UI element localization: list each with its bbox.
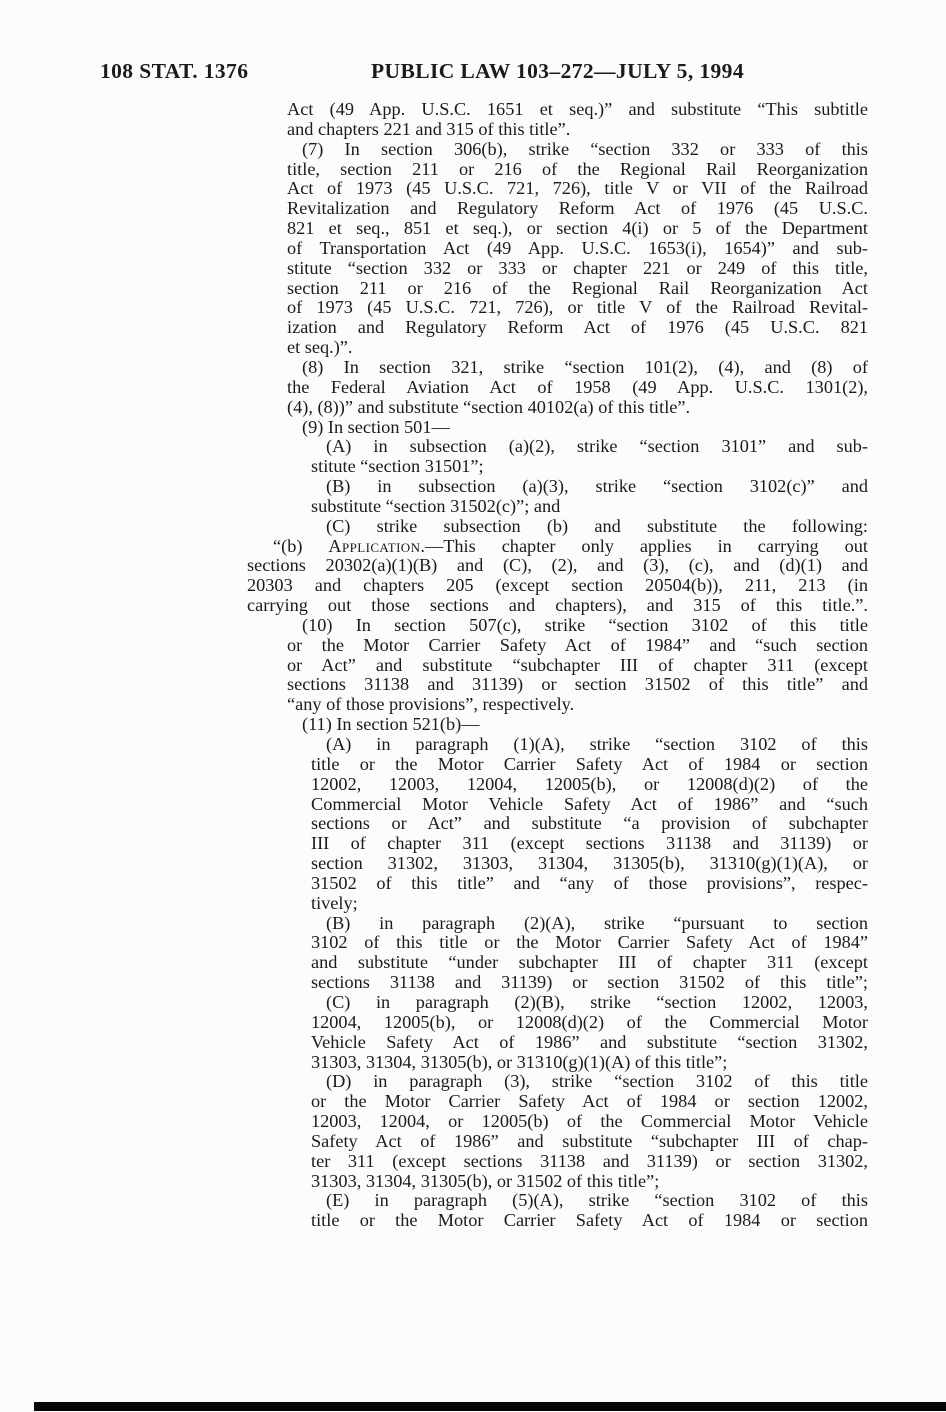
small-caps-text: Application	[328, 535, 421, 556]
text-line	[287, 100, 868, 120]
text-segment: sections 31138 and 31139) or section 31502 of this title” and	[287, 674, 868, 695]
text-segment: (A) in paragraph (1)(A), strike “section 3102 of this	[326, 734, 868, 754]
text-segment: Act of 1973 (45 U.S.C. 721, 726), title V or VII of the Railroad	[287, 178, 868, 199]
text-segment: (D) in paragraph (3), strike “section 3102 of this title	[326, 1071, 868, 1092]
text-segment: the Federal Aviation Act of 1958 (49 App. U.S.C. 1301(2),	[287, 376, 868, 397]
text-line	[311, 1013, 868, 1033]
text-line	[311, 477, 868, 497]
text-segment: title or the Motor Carrier Safety Act of 1984 or section	[311, 753, 868, 774]
text-segment: Safety Act of 1986” and substitute “subchapter III of chap-	[311, 1130, 868, 1151]
text-segment: (10) In section 507(c), strike “section 3102 of this title	[302, 614, 868, 635]
text-line	[311, 1172, 868, 1192]
statute-text	[247, 100, 868, 1231]
stat-citation: 108 STAT. 1376	[100, 59, 249, 83]
text-segment: of Transportation Act (49 App. U.S.C. 1653(i), 1654)” and sub-	[287, 237, 868, 258]
text-segment: section 31302, 31303, 31304, 31305(b), 31310(g)(1)(A), or	[311, 853, 868, 874]
text-line	[311, 1072, 868, 1092]
text-segment: (A) in subsection (a)(2), strike “section 3101” and sub-	[326, 436, 868, 457]
text-line	[311, 894, 868, 914]
para-11C	[247, 993, 868, 1072]
text-line	[287, 715, 868, 735]
text-line	[311, 517, 868, 537]
text-line	[287, 318, 868, 338]
scan-artifact-bar	[34, 1402, 946, 1411]
text-segment: .—This chapter only applies in carrying out	[420, 535, 868, 556]
text-segment: stitute “section 31501”;	[311, 456, 484, 477]
text-line	[311, 953, 868, 973]
text-line	[287, 219, 868, 239]
text-line	[287, 199, 868, 219]
text-line	[287, 695, 868, 715]
text-segment: (7) In section 306(b), strike “section 332 or 333 of this	[302, 138, 868, 159]
text-segment: 31303, 31304, 31305(b), or 31310(g)(1)(A) of this title”;	[311, 1051, 728, 1072]
text-segment: title or the Motor Carrier Safety Act of 1984 or section	[311, 1210, 868, 1231]
text-line	[287, 179, 868, 199]
text-segment: Revitalization and Regulatory Reform Act of 1976 (45 U.S.C.	[287, 198, 868, 219]
text-segment: sections 31138 and 31139) or section 31502 of this title”;	[311, 972, 868, 993]
text-line	[287, 656, 868, 676]
para-9A	[247, 437, 868, 477]
para-11B	[247, 914, 868, 993]
para-10	[247, 616, 868, 715]
para-9C	[247, 517, 868, 537]
text-line	[311, 1033, 868, 1053]
text-segment: III of chapter 311 (except sections 31138 and 31139) or	[311, 833, 868, 854]
text-line	[287, 616, 868, 636]
para-11E	[247, 1191, 868, 1231]
text-segment: (11) In section 521(b)—	[302, 714, 480, 735]
text-segment: section 211 or 216 of the Regional Rail Reorganization Act	[287, 277, 868, 298]
text-line	[311, 933, 868, 953]
text-segment: 31303, 31304, 31305(b), or 31502 of this title”;	[311, 1170, 660, 1191]
text-segment: (C) strike subsection (b) and substitute the following:	[326, 515, 868, 536]
text-segment: or the Motor Carrier Safety Act of 1984” and “such section	[287, 634, 868, 655]
text-segment: “(b)	[273, 535, 329, 556]
text-line	[311, 775, 868, 795]
text-line	[287, 298, 868, 318]
text-segment: (B) in subsection (a)(3), strike “section 3102(c)” and	[326, 476, 868, 497]
text-line	[287, 378, 868, 398]
text-segment: 31502 of this title” and “any of those provisions”, respec-	[311, 872, 868, 893]
text-line	[247, 596, 868, 616]
text-line	[287, 338, 868, 358]
text-line	[287, 636, 868, 656]
text-line	[287, 120, 868, 140]
text-segment: and chapters 221 and 315 of this title”.	[287, 118, 571, 139]
text-line	[247, 537, 868, 557]
text-line	[311, 735, 868, 755]
text-segment: sections 20302(a)(1)(B) and (C), (2), and (3), (c), and (d)(1) and	[247, 555, 868, 576]
text-segment: Commercial Motor Vehicle Safety Act of 1986” and “such	[311, 793, 868, 814]
text-line	[311, 973, 868, 993]
text-line	[287, 418, 868, 438]
text-line	[311, 457, 868, 477]
text-segment: substitute “section 31502(c)”; and	[311, 495, 561, 516]
text-line	[287, 675, 868, 695]
text-segment: stitute “section 332 or 333 or chapter 221 or 249 of this title,	[287, 257, 868, 278]
text-line	[287, 398, 868, 418]
text-line	[311, 755, 868, 775]
text-line	[311, 1152, 868, 1172]
text-segment: sections or Act” and substitute “a provision of subchapter	[311, 813, 868, 834]
text-segment: (8) In section 321, strike “section 101(2), (4), and (8) of	[302, 356, 868, 377]
text-line	[311, 814, 868, 834]
text-segment: 3102 of this title or the Motor Carrier Safety Act of 1984”	[311, 932, 868, 953]
para-9	[247, 418, 868, 438]
para-11A	[247, 735, 868, 914]
text-segment: ization and Regulatory Reform Act of 1976 (45 U.S.C. 821	[287, 317, 868, 338]
text-segment: or Act” and substitute “subchapter III of chapter 311 (except	[287, 654, 868, 675]
intro-continuation	[247, 100, 868, 140]
text-segment: (9) In section 501—	[302, 416, 450, 437]
text-segment: title, section 211 or 216 of the Regional Rail Reorganization	[287, 158, 868, 179]
text-segment: Vehicle Safety Act of 1986” and substitute “section 31302,	[311, 1031, 868, 1052]
text-segment: (B) in paragraph (2)(A), strike “pursuant to section	[326, 912, 868, 933]
text-segment: 821 et seq., 851 et seq.), or section 4(i) or 5 of the Department	[287, 218, 868, 239]
text-line	[287, 279, 868, 299]
text-line	[311, 1092, 868, 1112]
text-segment: and substitute “under subchapter III of chapter 311 (except	[311, 952, 868, 973]
text-segment: (4), (8))” and substitute “section 40102(a) of this title”.	[287, 396, 691, 417]
text-segment: “any of those provisions”, respectively.	[287, 694, 575, 715]
text-segment: ter 311 (except sections 31138 and 31139) or section 31302,	[311, 1150, 868, 1171]
text-segment: tively;	[311, 892, 358, 913]
text-line	[287, 358, 868, 378]
text-segment: 12002, 12003, 12004, 12005(b), or 12008(d)(2) of the	[311, 773, 868, 794]
law-title: PUBLIC LAW 103–272—JULY 5, 1994	[371, 59, 744, 83]
text-line	[311, 1132, 868, 1152]
text-segment: (C) in paragraph (2)(B), strike “section 12002, 12003,	[326, 991, 868, 1012]
para-9B	[247, 477, 868, 517]
text-line	[311, 1191, 868, 1211]
text-segment: et seq.)”.	[287, 337, 353, 358]
text-line	[287, 160, 868, 180]
para-7	[247, 140, 868, 358]
para-8	[247, 358, 868, 418]
text-line	[287, 259, 868, 279]
text-line	[311, 993, 868, 1013]
para-11	[247, 715, 868, 735]
text-line	[311, 1211, 868, 1231]
text-line	[311, 497, 868, 517]
text-segment: of 1973 (45 U.S.C. 721, 726), or title V of the Railroad Revital-	[287, 297, 868, 318]
text-line	[247, 576, 868, 596]
text-segment: carrying out those sections and chapters), and 315 of this title.”.	[247, 595, 868, 616]
text-line	[287, 140, 868, 160]
text-segment: or the Motor Carrier Safety Act of 1984 or section 12002,	[311, 1091, 868, 1112]
text-segment: (E) in paragraph (5)(A), strike “section 3102 of this	[326, 1190, 868, 1211]
text-line	[311, 1112, 868, 1132]
quoted-subsec-b	[247, 537, 868, 616]
text-segment: Act (49 App. U.S.C. 1651 et seq.)” and substitute “This subtitle	[287, 99, 868, 119]
text-line	[311, 914, 868, 934]
text-line	[287, 239, 868, 259]
text-line	[311, 437, 868, 457]
text-segment: 12004, 12005(b), or 12008(d)(2) of the Commercial Motor	[311, 1011, 868, 1032]
text-segment: 12003, 12004, or 12005(b) of the Commercial Motor Vehicle	[311, 1111, 868, 1132]
text-line	[311, 834, 868, 854]
text-line	[247, 556, 868, 576]
para-11D	[247, 1072, 868, 1191]
text-line	[311, 874, 868, 894]
text-line	[311, 854, 868, 874]
text-line	[311, 795, 868, 815]
text-line	[311, 1053, 868, 1073]
text-segment: 20303 and chapters 205 (except section 20504(b)), 211, 213 (in	[247, 575, 868, 596]
